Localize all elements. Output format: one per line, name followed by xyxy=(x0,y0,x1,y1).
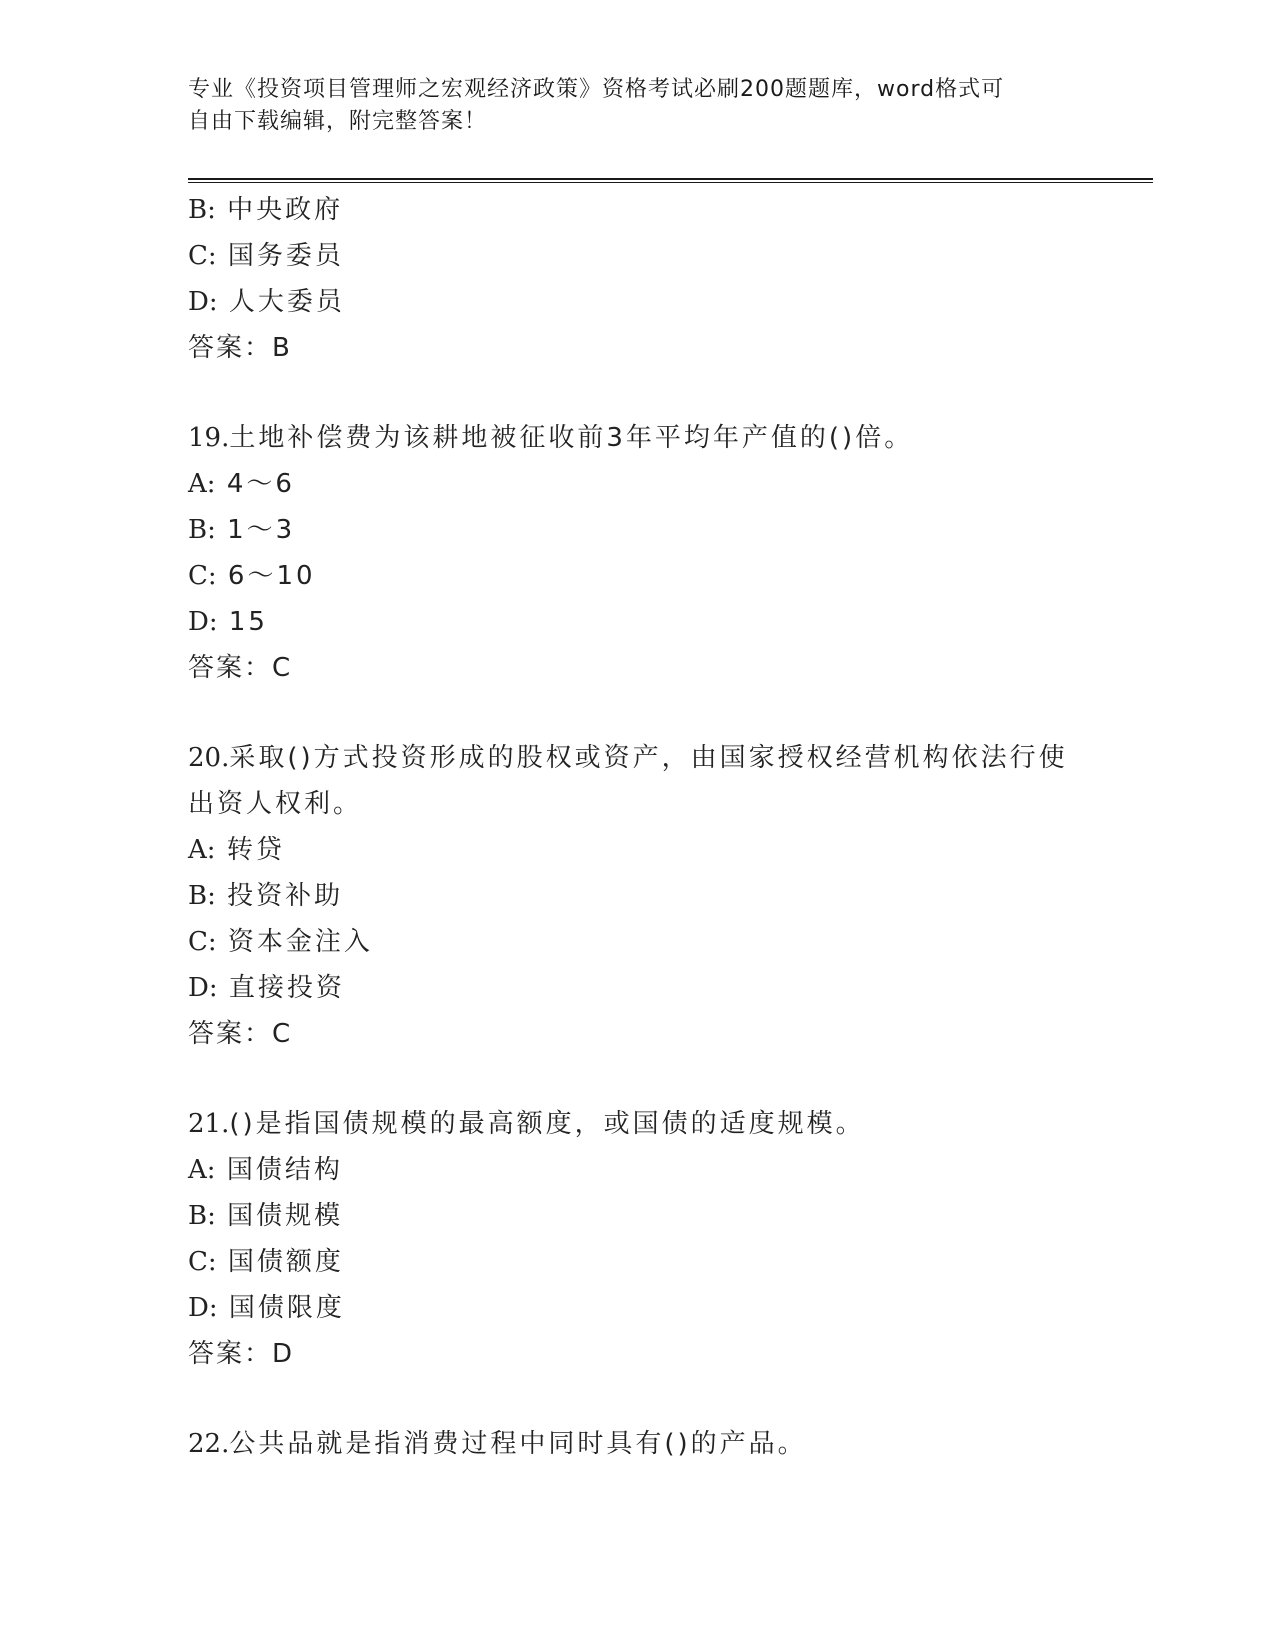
question-text: 采取()方式投资形成的股权或资产，由国家授权经营机构依法行使 xyxy=(229,743,1068,773)
question-stem xyxy=(188,415,1088,461)
spacer xyxy=(188,371,1088,415)
question-18-partial xyxy=(188,187,1088,371)
option-d xyxy=(188,279,1088,325)
question-list xyxy=(188,187,1088,1467)
option-letter: D: xyxy=(188,287,218,317)
spacer xyxy=(188,691,1088,735)
question-stem xyxy=(188,735,1088,827)
answer-line: 答案：D xyxy=(188,1339,295,1369)
question-text-continued: 出资人权利。 xyxy=(188,789,363,819)
option-b xyxy=(188,187,1088,233)
option-text: 中央政府 xyxy=(227,195,344,225)
question-stem xyxy=(188,1421,1088,1467)
question-number: 20. xyxy=(188,743,230,773)
question-20 xyxy=(188,735,1088,1057)
question-text: 公共品就是指消费过程中同时具有()的产品。 xyxy=(229,1429,807,1459)
question-number: 22. xyxy=(188,1429,230,1459)
question-19 xyxy=(188,415,1088,691)
option-text: 直接投资 xyxy=(228,973,345,1003)
option-text: 资本金注入 xyxy=(227,927,373,957)
option-text: 转贷 xyxy=(226,835,285,865)
option-letter: C: xyxy=(188,1247,217,1277)
option-letter: C: xyxy=(188,927,217,957)
option-c xyxy=(188,233,1088,279)
option-letter: B: xyxy=(188,195,216,225)
option-letter: D: xyxy=(188,973,218,1003)
option-text: 15 xyxy=(228,607,268,637)
answer-line: 答案：B xyxy=(188,333,292,363)
question-number: 19. xyxy=(188,423,230,453)
option-b xyxy=(188,507,1088,553)
option-letter: C: xyxy=(188,241,217,271)
question-21 xyxy=(188,1101,1088,1377)
option-letter: A: xyxy=(188,835,216,865)
option-text: 国债额度 xyxy=(227,1247,344,1277)
option-letter: A: xyxy=(188,469,216,499)
option-d xyxy=(188,1285,1088,1331)
option-a xyxy=(188,1147,1088,1193)
answer-line: 答案：C xyxy=(188,653,293,683)
option-c xyxy=(188,1239,1088,1285)
option-letter: B: xyxy=(188,881,216,911)
question-number: 21. xyxy=(188,1109,230,1139)
option-c xyxy=(188,553,1088,599)
spacer xyxy=(188,1377,1088,1421)
question-stem xyxy=(188,1101,1088,1147)
option-text: 国债限度 xyxy=(228,1293,345,1323)
option-letter: A: xyxy=(188,1155,216,1185)
header-line-1: 专业《投资项目管理师之宏观经济政策》资格考试必刷200题题库，word格式可 xyxy=(188,77,1005,102)
option-c xyxy=(188,919,1088,965)
option-a xyxy=(188,827,1088,873)
question-text: 土地补偿费为该耕地被征收前3年平均年产值的()倍。 xyxy=(229,423,914,453)
option-text: 投资补助 xyxy=(227,881,344,911)
option-a xyxy=(188,461,1088,507)
option-d xyxy=(188,599,1088,645)
option-text: 人大委员 xyxy=(228,287,345,317)
option-letter: D: xyxy=(188,607,218,637)
header-divider xyxy=(188,178,1153,183)
document-header xyxy=(188,74,1078,138)
option-b xyxy=(188,873,1088,919)
option-letter: D: xyxy=(188,1293,218,1323)
option-letter: C: xyxy=(188,561,217,591)
option-text: 国务委员 xyxy=(227,241,344,271)
option-text: 4～6 xyxy=(226,469,295,499)
option-b xyxy=(188,1193,1088,1239)
option-text: 1～3 xyxy=(227,515,296,545)
option-text: 6～10 xyxy=(227,561,316,591)
option-d xyxy=(188,965,1088,1011)
option-letter: B: xyxy=(188,1201,216,1231)
answer-line: 答案：C xyxy=(188,1019,293,1049)
spacer xyxy=(188,1057,1088,1101)
option-text: 国债规模 xyxy=(227,1201,344,1231)
option-letter: B: xyxy=(188,515,216,545)
question-22 xyxy=(188,1421,1088,1467)
option-text: 国债结构 xyxy=(226,1155,343,1185)
question-text: ()是指国债规模的最高额度，或国债的适度规模。 xyxy=(229,1109,865,1139)
header-line-2: 自由下载编辑，附完整答案！ xyxy=(188,109,488,134)
